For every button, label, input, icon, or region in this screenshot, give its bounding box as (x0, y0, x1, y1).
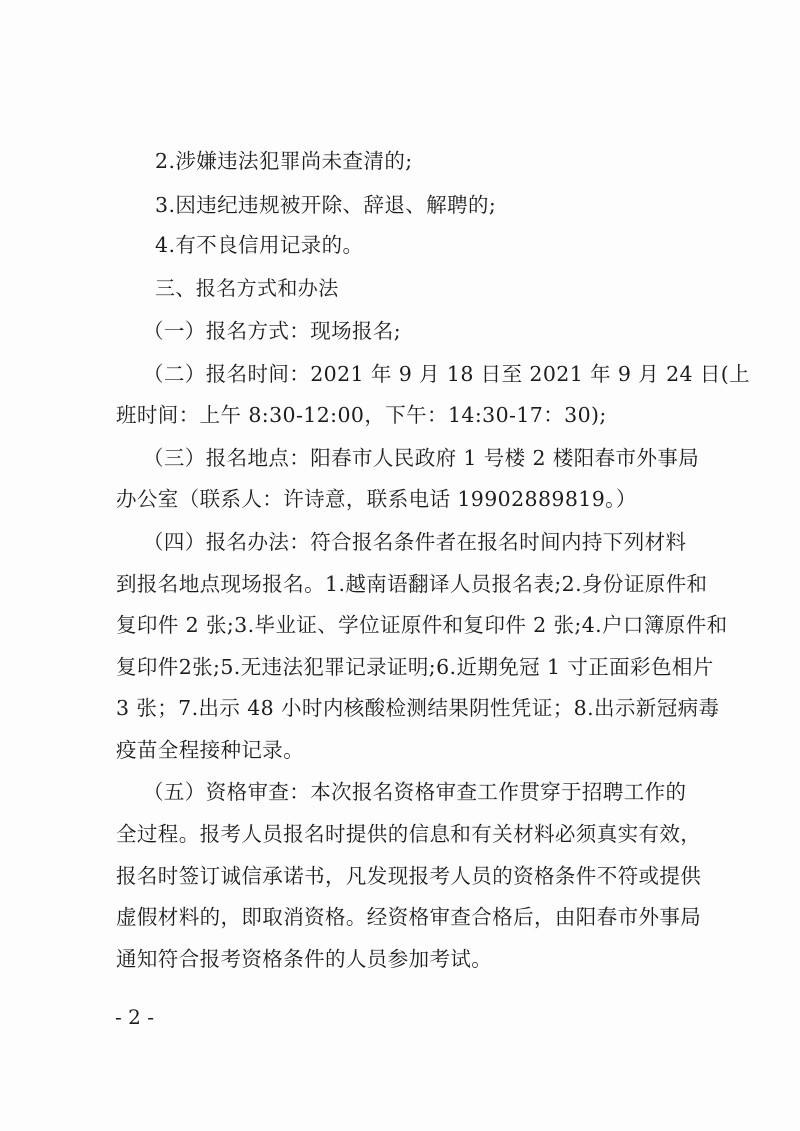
paragraph-line: 复印件2张;5.无违法犯罪记录证明;6.近期免冠 1 寸正面彩色相片 (116, 655, 714, 679)
paragraph-line: 通知符合报考资格条件的人员参加考试。 (116, 947, 493, 971)
paragraph-line: 虚假材料的，即取消资格。经资格审查合格后，由阳春市外事局 (116, 905, 702, 929)
paragraph-line: 3 张；7.出示 48 小时内核酸检测结果阴性凭证；8.出示新冠病毒 (116, 696, 720, 720)
paragraph-line: （五）资格审查：本次报名资格审查工作贯穿于招聘工作的 (143, 780, 687, 804)
section-heading: 三、报名方式和办法 (155, 276, 339, 300)
paragraph-line: 疫苗全程接种记录。 (116, 738, 305, 762)
paragraph-line: 到报名地点现场报名。1.越南语翻译人员报名表;2.身份证原件和 (116, 572, 708, 596)
paragraph-line: 复印件 2 张;3.毕业证、学位证原件和复印件 2 张;4.户口簿原件和 (116, 613, 728, 637)
paragraph-line: （一）报名方式：现场报名; (143, 319, 402, 343)
paragraph-line: （四）报名办法：符合报名条件者在报名时间内持下列材料 (143, 530, 687, 554)
page-number: - 2 - (115, 1005, 154, 1029)
paragraph-line: 报名时签订诚信承诺书，凡发现报考人员的资格条件不符或提供 (116, 864, 702, 888)
paragraph-line: 全过程。报考人员报名时提供的信息和有关材料必须真实有效， (116, 822, 702, 846)
paragraph-line: 4.有不良信用记录的。 (155, 233, 364, 257)
paragraph-line: 办公室（联系人：许诗意，联系电话 19902889819。） (116, 487, 637, 511)
paragraph-line: （二）报名时间：2021 年 9 月 18 日至 2021 年 9 月 24 日(上 (143, 362, 751, 386)
paragraph-line: 班时间：上午 8:30-12:00，下午：14:30-17：30); (116, 403, 607, 427)
paragraph-line: （三）报名地点：阳春市人民政府 1 号楼 2 楼阳春市外事局 (143, 446, 700, 470)
paragraph-line: 2.涉嫌违法犯罪尚未查清的; (155, 149, 413, 173)
paragraph-line: 3.因违纪违规被开除、辞退、解聘的; (155, 193, 497, 217)
